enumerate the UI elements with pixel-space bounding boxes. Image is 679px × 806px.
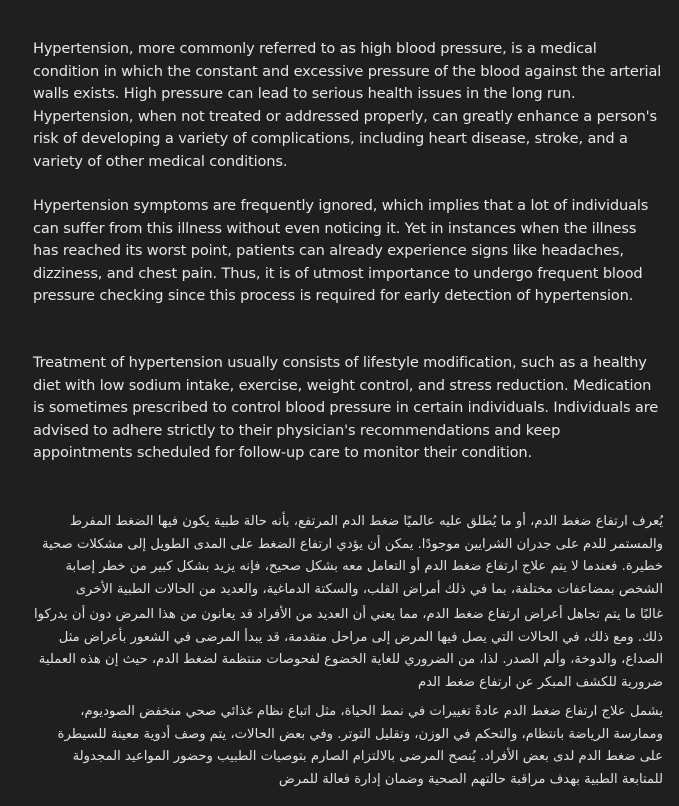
arabic-paragraph-symptoms: غالبًا ما يتم تجاهل أعراض ارتفاع ضغط الدم، مما يعني أن العديد من الأفراد قد يعانون من هذا المرض دون أن يدركوا ذلك. ومع ذلك، في الحالات التي يصل فيها المرض إلى مراحل متقدمة، قد يبدأ المرضى في الشعور بأعراض مثل الصداع، والدوخة، وألم الصدر. لذا، من الضروري للغاية الخضوع لفحوصات منتظمة لضغط الدم، حيث إن هذه العملية ضرورية للكشف المبكر عن ارتفاع ضغط الدم <box>33 607 663 690</box>
english-paragraph-definition: Hypertension, more commonly referred to as high blood pressure, is a medical condition in which the constant and excessive pressure of the blood against the arterial walls exists. High pressure can lead to serious health issues in the long run. Hypertension, when not treated or addressed properly, can greatly enhance a person's risk of developing a variety of complications, including heart disease, stroke, and a variety of other medical conditions. <box>33 40 662 170</box>
arabic-paragraph-definition: يُعرف ارتفاع ضغط الدم، أو ما يُطلق عليه عالميًا ضغط الدم المرتفع، بأنه حالة طبية يكون فيها الضغط المفرط والمستمر للدم على جدران الشرايين موجودًا. يمكن أن يؤدي ارتفاع الضغط على المدى الطويل إلى مشكلات صحية خطيرة. فعندما لا يتم علاج ارتفاع ضغط الدم أو التعامل معه بشكل صحيح، فإنه يزيد بشكل كبير من خطر إصابة الشخص بمضاعفات مختلفة، بما في ذلك أمراض القلب، والسكتة الدماغية، والعديد من الحالات الطبية الأخرى <box>42 514 663 597</box>
english-paragraph-treatment: Treatment of hypertension usually consists of lifestyle modification, such as a healthy diet with low sodium intake, exercise, weight control, and stress reduction. Medication is sometimes prescribed to control blood pressure in certain individuals. Individuals are advised to adhere strictly to their physician's recommendations and keep appointments scheduled for follow-up care to monitor their condition. <box>33 354 659 461</box>
english-paragraph-symptoms: Hypertension symptoms are frequently ignored, which implies that a lot of individuals can suffer from this illness without even noticing it. Yet in instances when the illness has reached its worst point, patients can already experience signs like headaches, dizziness, and chest pain. Thus, it is of utmost importance to undergo frequent blood pressure checking since this process is required for early detection of hypertension. <box>33 197 649 304</box>
arabic-paragraph-treatment: يشمل علاج ارتفاع ضغط الدم عادةً تغييرات في نمط الحياة، مثل اتباع نظام غذائي صحي منخفض الصوديوم، وممارسة الرياضة بانتظام، والتحكم في الوزن، وتقليل التوتر. وفي بعض الحالات، يتم وصف أدوية معينة للسيطرة على ضغط الدم لدى بعض الأفراد. يُنصح المرضى بالالتزام الصارم بتوصيات الطبيب وحضور المواعيد المجدولة للمتابعة الطبية بهدف مراقبة حالتهم الصحية وضمان إدارة فعالة للمرض <box>57 704 663 787</box>
